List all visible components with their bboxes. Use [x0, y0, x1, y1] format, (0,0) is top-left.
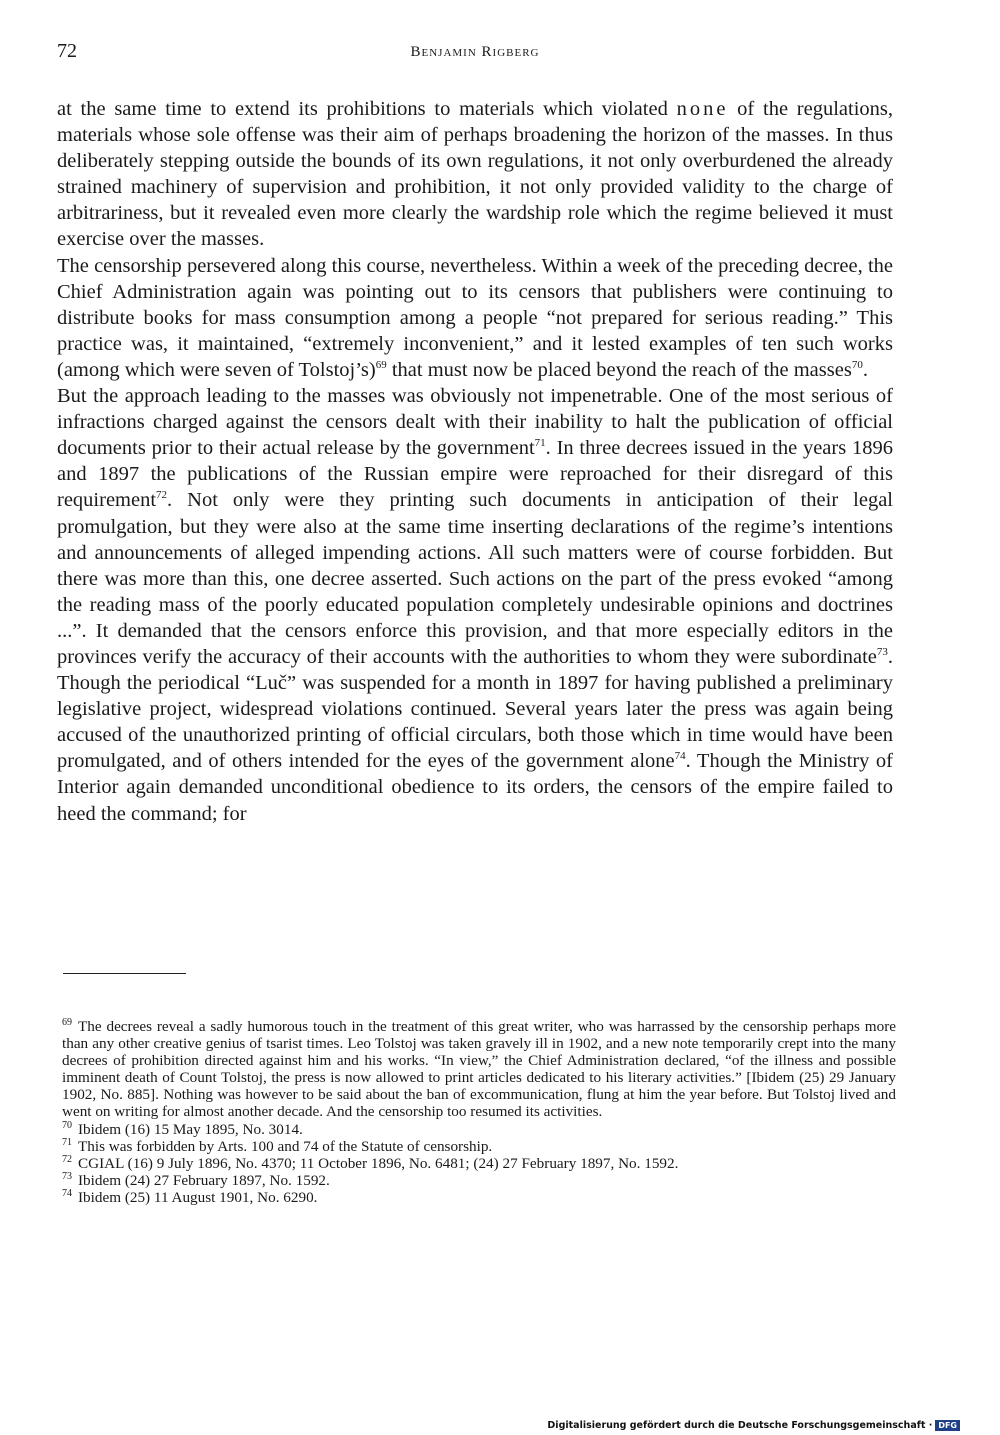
footnotes — [62, 1018, 896, 1206]
footnote-number: 74 — [62, 1187, 72, 1199]
footnote-73 — [62, 1172, 896, 1189]
footnote-text: Ibidem (25) 11 August 1901, No. 6290. — [78, 1188, 318, 1206]
footnote-text: Ibidem (24) 27 February 1897, No. 1592. — [78, 1171, 330, 1189]
text-run: at the same time to extend its prohibitions to materials which violated — [57, 98, 677, 120]
text-run: . In three decrees issued in the years 1896 and 1897 the publications of the Russian empire were reproached for their disregard of this requirement — [57, 437, 893, 512]
footnote-number: 71 — [62, 1136, 72, 1148]
page-header — [57, 40, 893, 70]
footnote-divider — [63, 973, 186, 974]
text-run: of the regulations, materials whose sole offense was their aim of perhaps broadening the horizon of the masses. In thus deliberately stepping outside the bounds of its own regulations, it not only overburdened the already strained machinery of supervision and prohibition, it not only provided validity to the charge of arbitrariness, but it revealed even more clearly the wardship role which the regime believed it must exercise over the masses. — [57, 98, 894, 251]
footnote-number: 72 — [62, 1153, 72, 1165]
footnote-70 — [62, 1121, 896, 1138]
text-run: . Though the Ministry of Interior again demanded unconditional obedience to its orders, the censors of the empire failed to heed the command; for — [57, 750, 893, 825]
text-run: that must now be placed beyond the reach of the masses — [386, 358, 852, 381]
text-run: . Not only were they printing such documents in anticipation of their legal promulgation, but they were also at the same time inserting declarations of the regime’s intentions and announcements of alleged impending actions. All such matters were of course forbidden. But there was more than this, one decree asserted. Such actions on the part of the press evoked “among the reading mass of the poorly educated population completely undesirable opinions and doctrines ...”. It demanded that the censors enforce this provision, and that more especially editors in the provinces verify the accuracy of their accounts with the authorities to whom they were subordinate — [57, 489, 893, 668]
paragraph-1 — [57, 96, 893, 253]
footnote-71 — [62, 1138, 896, 1155]
footnote-text: The decrees reveal a sadly humorous touch in the treatment of this great writer, who was harrassed by the censorship perhaps more than any other creative genius of tsarist times. Leo Tolstoj was taken gravely ill in 1902, and a new note temporarily crept into the many decrees of prohibition directed against him and his works. “In view,” the Chief Administration declared, “of the illness and possible imminent death of Count Tolstoj, the press is now allowed to print articles dedicated to his literary activities.” [Ibidem (25) 29 January 1902, No. 885]. Nothing was however to be said about the ban of excommunication, flung at him the year before. But Tolstoj lived and went on writing for almost another decade. And the censorship too resumed its activities. — [62, 1018, 896, 1121]
footnote-text: CGIAL (16) 9 July 1896, No. 4370; 11 October 1896, No. 6481; (24) 27 February 1897, No. 1592. — [78, 1154, 679, 1172]
footnote-69 — [62, 1018, 896, 1121]
body-text — [57, 96, 893, 827]
footnote-text: This was forbidden by Arts. 100 and 74 of the Statute of censorship. — [78, 1137, 493, 1155]
digitization-credit — [547, 1417, 960, 1433]
text-run: . Though the periodical “Luč” was suspended for a month in 1897 for having published a preliminary legislative project, widespread violations continued. Several years later the press was again being accused of the unauthorized printing of official circulars, both those which in time would have been promulgated, and of others intended for the eyes of the government alone — [57, 645, 893, 773]
running-head: Benjamin Rigberg — [410, 44, 540, 60]
footnote-74 — [62, 1189, 896, 1206]
paragraph-3 — [57, 383, 893, 827]
page-number: 72 — [57, 40, 77, 62]
dfg-logo: DFG — [935, 1420, 960, 1431]
footnote-text: Ibidem (16) 15 May 1895, No. 3014. — [78, 1120, 303, 1138]
footnote-ref-69: 69 — [375, 359, 387, 372]
credit-text: Digitalisierung gefördert durch die Deutsche Forschungsgemeinschaft · — [547, 1419, 933, 1431]
footnote-ref-70: 70 — [851, 359, 863, 372]
footnote-ref-73: 73 — [876, 646, 888, 659]
footnote-ref-74: 74 — [674, 750, 686, 763]
footnote-number: 73 — [62, 1170, 72, 1182]
footnote-72 — [62, 1155, 896, 1172]
footnote-ref-72: 72 — [156, 489, 168, 502]
text-run: But the approach leading to the masses was obviously not impenetrable. One of the most serious of infractions charged against the censors dealt with their inability to halt the publication of official documents prior to their actual release by the government — [57, 385, 893, 460]
text-run: . — [862, 358, 868, 381]
paragraph-2 — [57, 253, 893, 383]
footnote-ref-71: 71 — [534, 437, 546, 450]
footnote-number: 70 — [62, 1119, 72, 1131]
text-run: The censorship persevered along this course, nevertheless. Within a week of the preceding decree, the Chief Administration again was pointing out to its censors that publishers were continuing to distribute books for mass consumption among a people “not prepared for serious reading.” This practice was, it maintained, “extremely inconvenient,” and it lested examples of ten such works (among which were seven of Tolstoj’s) — [57, 254, 893, 381]
footnote-number: 69 — [62, 1016, 72, 1028]
emphasis-none: none — [676, 98, 729, 120]
